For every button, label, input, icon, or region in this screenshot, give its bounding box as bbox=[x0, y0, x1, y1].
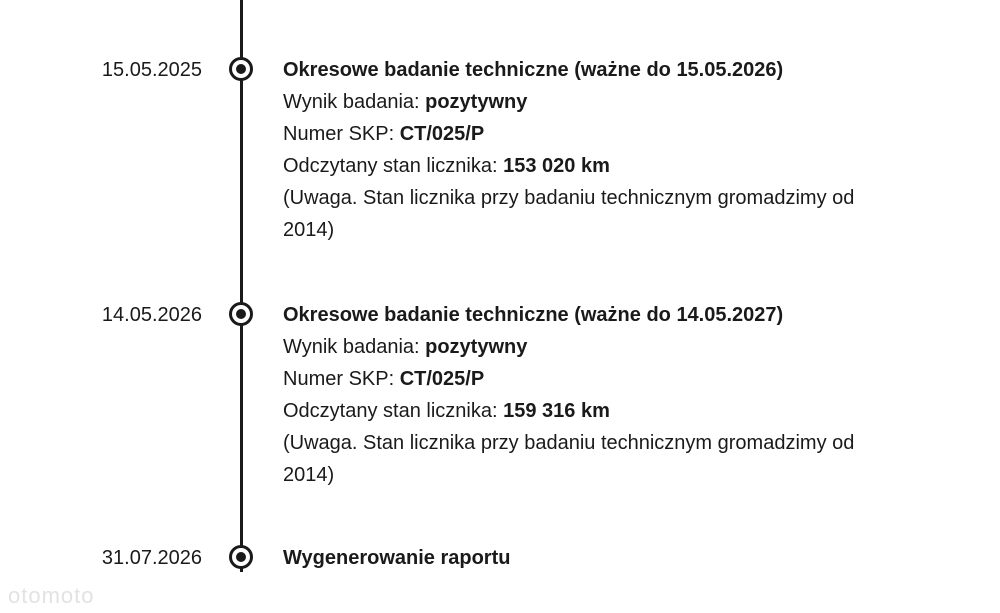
entry-details bbox=[283, 54, 923, 246]
odometer-value: 153 020 km bbox=[503, 155, 610, 177]
entry-date: 15.05.2025 bbox=[101, 59, 202, 81]
odometer-label: Odczytany stan licznika: bbox=[283, 155, 498, 177]
note-line-2: 2014) bbox=[283, 464, 335, 486]
note-line-1: (Uwaga. Stan licznika przy badaniu technicznym gromadzimy od bbox=[283, 187, 855, 209]
entry-date: 31.07.2026 bbox=[101, 547, 202, 569]
result-label: Wynik badania: bbox=[283, 336, 420, 358]
timeline-marker-icon bbox=[229, 57, 253, 81]
result-label: Wynik badania: bbox=[283, 91, 420, 113]
odometer-label: Odczytany stan licznika: bbox=[283, 400, 498, 422]
result-value: pozytywny bbox=[425, 336, 528, 358]
note-line-2: 2014) bbox=[283, 219, 335, 241]
timeline-marker-icon bbox=[229, 302, 253, 326]
skp-value: CT/025/P bbox=[399, 123, 485, 145]
skp-line bbox=[283, 118, 923, 150]
skp-label: Numer SKP: bbox=[283, 123, 395, 145]
result-value: pozytywny bbox=[425, 91, 528, 113]
skp-value: CT/025/P bbox=[399, 368, 485, 390]
result-line bbox=[283, 86, 923, 118]
skp-label: Numer SKP: bbox=[283, 368, 395, 390]
timeline-line bbox=[240, 0, 243, 572]
note-line-1: (Uwaga. Stan licznika przy badaniu technicznym gromadzimy od bbox=[283, 432, 855, 454]
entry-details bbox=[283, 542, 923, 574]
odometer-value: 159 316 km bbox=[503, 400, 610, 422]
entry-title: Okresowe badanie techniczne (ważne do 15.05.2026) bbox=[283, 59, 784, 81]
timeline-marker-icon bbox=[229, 545, 253, 569]
entry-title: Okresowe badanie techniczne (ważne do 14.05.2027) bbox=[283, 304, 784, 326]
odometer-line bbox=[283, 150, 923, 182]
result-line bbox=[283, 331, 923, 363]
odometer-line bbox=[283, 395, 923, 427]
entry-date: 14.05.2026 bbox=[101, 304, 202, 326]
entry-title: Wygenerowanie raportu bbox=[283, 547, 511, 569]
watermark-logo: otomoto bbox=[8, 583, 95, 608]
skp-line bbox=[283, 363, 923, 395]
entry-details bbox=[283, 299, 923, 491]
